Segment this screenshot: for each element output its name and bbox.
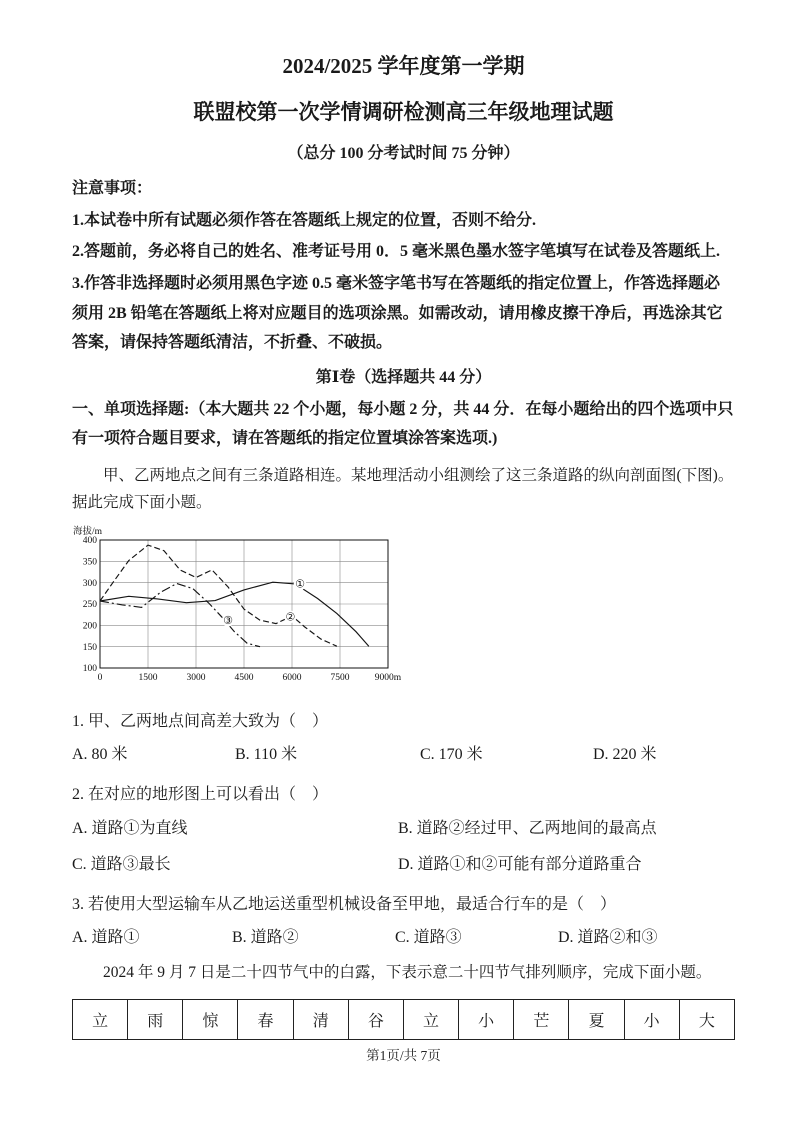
- svg-text:1500: 1500: [138, 673, 158, 683]
- solar-term-cell-2: 雨: [128, 1000, 183, 1040]
- section-heading: 第Ⅰ卷（选择题共 44 分）: [315, 368, 492, 386]
- svg-text:100: 100: [82, 664, 97, 675]
- question-2-stem: 2. 在对应的地形图上可以看出（ ）: [72, 786, 329, 804]
- question-3-option-a: A. 道路①: [72, 929, 140, 947]
- question-1-option-a: A. 80 米: [72, 746, 128, 764]
- svg-text:6000: 6000: [282, 673, 302, 683]
- question-1-option-b: B. 110 米: [235, 746, 298, 764]
- question-2-option-c: C. 道路③最长: [72, 855, 171, 873]
- svg-text:350: 350: [82, 557, 97, 568]
- svg-text:9000m: 9000m: [374, 673, 402, 683]
- question-3-option-d: D. 道路②和③: [558, 929, 658, 947]
- page-number: 第1页/共 7页: [366, 1048, 441, 1064]
- solar-term-cell-4: 春: [238, 1000, 293, 1040]
- solar-term-cell-6: 谷: [348, 1000, 403, 1040]
- question-1-option-c: C. 170 米: [420, 746, 483, 764]
- exam-title-line1: 2024/2025 学年度第一学期: [282, 54, 525, 78]
- solar-terms-table: [72, 999, 735, 1040]
- svg-text:400: 400: [82, 536, 97, 547]
- svg-text:3000: 3000: [186, 673, 206, 683]
- solar-term-cell-9: 芒: [514, 1000, 569, 1040]
- passage-solar-terms: 2024 年 9 月 7 日是二十四节气中的白露，下表示意二十四节气排列顺序，完成下面小题。: [103, 964, 712, 982]
- svg-text:250: 250: [82, 600, 97, 611]
- svg-text:0: 0: [97, 673, 103, 683]
- svg-text:300: 300: [82, 578, 97, 589]
- question-3-option-b: B. 道路②: [232, 929, 299, 947]
- exam-title-line2: 联盟校第一次学情调研检测高三年级地理试题: [193, 100, 614, 124]
- solar-term-cell-8: 小: [459, 1000, 514, 1040]
- question-1-stem: 1. 甲、乙两地点间高差大致为（ ）: [72, 713, 329, 730]
- solar-term-cell-7: 立: [403, 1000, 458, 1040]
- elevation-profile-svg: [72, 524, 402, 690]
- solar-term-cell-10: 夏: [569, 1000, 624, 1040]
- question-2-option-b: B. 道路②经过甲、乙两地间的最高点: [398, 819, 657, 837]
- question-3-options: [72, 924, 735, 951]
- solar-terms-row: [73, 1000, 735, 1040]
- svg-text:7500: 7500: [330, 673, 350, 683]
- exam-subtitle: （总分 100 分考试时间 75 分钟）: [287, 145, 520, 162]
- passage-roads: 甲、乙两地点之间有三条道路相连。某地理活动小组测绘了这三条道路的纵向剖面图(下图)。据此完成下面小题。: [72, 466, 734, 511]
- notice-item-1: 1.本试卷中所有试题必须作答在答题纸上规定的位置，否则不给分.: [72, 211, 537, 229]
- question-2-option-d: D. 道路①和②可能有部分道路重合: [398, 855, 642, 873]
- question-1-options: [72, 741, 735, 768]
- question-2-option-a: A. 道路①为直线: [72, 819, 188, 837]
- svg-text:①: ①: [295, 578, 305, 591]
- solar-term-cell-1: 立: [73, 1000, 128, 1040]
- notice-item-2: 2.答题前，务必将自己的姓名、准考证号用 0．5 毫米黑色墨水签字笔填写在试卷及答题纸上.: [72, 243, 721, 261]
- solar-term-cell-11: 小: [624, 1000, 679, 1040]
- question-1-option-d: D. 220 米: [593, 746, 657, 764]
- svg-text:200: 200: [82, 621, 97, 632]
- elevation-profile-chart: [72, 524, 735, 695]
- solar-term-cell-3: 惊: [183, 1000, 238, 1040]
- question-2-options: [72, 815, 735, 878]
- question-3-stem: 3. 若使用大型运输车从乙地运送重型机械设备至甲地，最适合行车的是（ ）: [72, 895, 617, 913]
- svg-text:150: 150: [82, 642, 97, 653]
- question-3-option-c: C. 道路③: [395, 929, 462, 947]
- svg-text:海拔/m: 海拔/m: [73, 527, 103, 537]
- solar-term-cell-12: 大: [679, 1000, 734, 1040]
- svg-text:②: ②: [285, 611, 296, 624]
- notice-item-3: 3.作答非选择题时必须用黑色字迹 0.5 毫米签字笔书写在答题纸的指定位置上，作答选择题必须用 2B 铅笔在答题纸上将对应题目的选项涂黑。如需改动，请用橡皮擦干净后，再选涂其它答案，请保持答题纸清洁，不折叠、不破损。: [72, 274, 723, 352]
- section-intro: 一、单项选择题:（本大题共 22 个小题，每小题 2 分，共 44 分．在每小题给出的四个选项中只有一项符合题目要求，请在答题纸的指定位置填涂答案选项.): [72, 400, 734, 448]
- svg-text:③: ③: [223, 615, 233, 628]
- notice-heading: 注意事项：: [72, 180, 153, 197]
- solar-term-cell-5: 清: [293, 1000, 348, 1040]
- svg-text:4500: 4500: [234, 673, 254, 683]
